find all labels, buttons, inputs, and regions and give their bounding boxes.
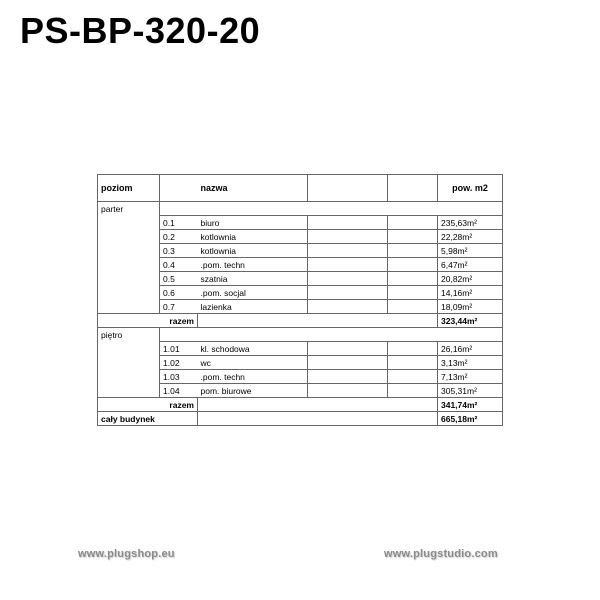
header-nazwa: nazwa (198, 175, 308, 202)
room-name: kotlownia (198, 230, 308, 244)
floor-cell-empty (98, 384, 160, 398)
room-cell-empty (388, 258, 438, 272)
room-cell-empty (388, 342, 438, 356)
room-name: wc (198, 356, 308, 370)
total-row (98, 412, 503, 426)
room-cell-empty (388, 356, 438, 370)
floor-cell-empty (98, 342, 160, 356)
subtotal-row (98, 314, 503, 328)
room-area: 5,98m² (438, 244, 503, 258)
floor-spacer (160, 202, 503, 216)
room-area: 22,28m² (438, 230, 503, 244)
subtotal-row (98, 398, 503, 412)
room-cell-empty (388, 286, 438, 300)
floor-cell-empty (98, 356, 160, 370)
page-title: PS-BP-320-20 (20, 10, 261, 51)
room-number: 0.3 (160, 244, 198, 258)
area-table (97, 174, 503, 426)
floor-cell-empty (98, 286, 160, 300)
header-pow: pow. m2 (438, 175, 503, 202)
floor-row (98, 202, 503, 216)
footer-link-plugstudio[interactable]: www.plugstudio.com (384, 548, 498, 560)
subtotal-spacer (198, 314, 438, 328)
table-header-row (98, 175, 503, 202)
table-row (98, 244, 503, 258)
floor-cell-empty (98, 258, 160, 272)
floor-row (98, 328, 503, 342)
room-number: 0.4 (160, 258, 198, 272)
room-cell-empty (308, 272, 388, 286)
room-area: 20,82m² (438, 272, 503, 286)
room-name: pom. biurowe (198, 384, 308, 398)
room-cell-empty (308, 244, 388, 258)
room-number: 0.7 (160, 300, 198, 314)
floor-cell-empty (98, 370, 160, 384)
header-poziom: poziom (98, 175, 160, 202)
room-area: 14,16m² (438, 286, 503, 300)
table-row (98, 258, 503, 272)
room-name: biuro (198, 216, 308, 230)
room-number: 0.5 (160, 272, 198, 286)
room-number: 0.6 (160, 286, 198, 300)
room-number: 0.2 (160, 230, 198, 244)
subtotal-spacer (198, 398, 438, 412)
room-cell-empty (308, 216, 388, 230)
room-cell-empty (308, 230, 388, 244)
floor-cell-empty (98, 272, 160, 286)
room-cell-empty (308, 342, 388, 356)
room-cell-empty (308, 384, 388, 398)
subtotal-value: 323,44m² (438, 314, 503, 328)
floor-cell-empty (98, 244, 160, 258)
room-name: lazienka (198, 300, 308, 314)
header-empty-1 (308, 175, 388, 202)
table-row (98, 216, 503, 230)
room-area: 18,09m² (438, 300, 503, 314)
table-row (98, 342, 503, 356)
table-row (98, 384, 503, 398)
table-row (98, 300, 503, 314)
total-value: 665,18m² (438, 412, 503, 426)
room-area: 3,13m² (438, 356, 503, 370)
room-cell-empty (388, 272, 438, 286)
floor-name: piętro (98, 328, 160, 342)
room-number: 1.02 (160, 356, 198, 370)
table-row (98, 272, 503, 286)
floor-cell-empty (98, 230, 160, 244)
room-number: 0.1 (160, 216, 198, 230)
subtotal-value: 341,74m² (438, 398, 503, 412)
table-row (98, 356, 503, 370)
room-area: 235,63m² (438, 216, 503, 230)
room-cell-empty (388, 216, 438, 230)
room-cell-empty (308, 300, 388, 314)
floor-cell-empty (98, 300, 160, 314)
total-spacer (198, 412, 438, 426)
room-area: 6,47m² (438, 258, 503, 272)
room-number: 1.01 (160, 342, 198, 356)
room-cell-empty (388, 244, 438, 258)
room-cell-empty (308, 370, 388, 384)
header-empty-2 (388, 175, 438, 202)
room-number: 1.03 (160, 370, 198, 384)
room-number: 1.04 (160, 384, 198, 398)
room-cell-empty (388, 300, 438, 314)
floor-spacer (160, 328, 503, 342)
room-name: kotlownia (198, 244, 308, 258)
room-cell-empty (388, 370, 438, 384)
room-name: .pom. techn (198, 370, 308, 384)
room-cell-empty (308, 286, 388, 300)
room-area: 305,31m² (438, 384, 503, 398)
room-cell-empty (308, 258, 388, 272)
room-name: .pom. socjal (198, 286, 308, 300)
floor-cell-empty (98, 216, 160, 230)
subtotal-label: razem (98, 398, 198, 412)
table-row (98, 370, 503, 384)
room-area: 26,16m² (438, 342, 503, 356)
room-area: 7,13m² (438, 370, 503, 384)
room-cell-empty (308, 356, 388, 370)
room-cell-empty (388, 384, 438, 398)
table-row (98, 230, 503, 244)
room-cell-empty (388, 230, 438, 244)
total-label: cały budynek (98, 412, 198, 426)
table-row (98, 286, 503, 300)
room-name: szatnia (198, 272, 308, 286)
header-spacer (160, 175, 198, 202)
floor-name: parter (98, 202, 160, 216)
subtotal-label: razem (98, 314, 198, 328)
room-name: kl. schodowa (198, 342, 308, 356)
footer-link-plugshop[interactable]: www.plugshop.eu (78, 548, 175, 560)
room-name: .pom. techn (198, 258, 308, 272)
